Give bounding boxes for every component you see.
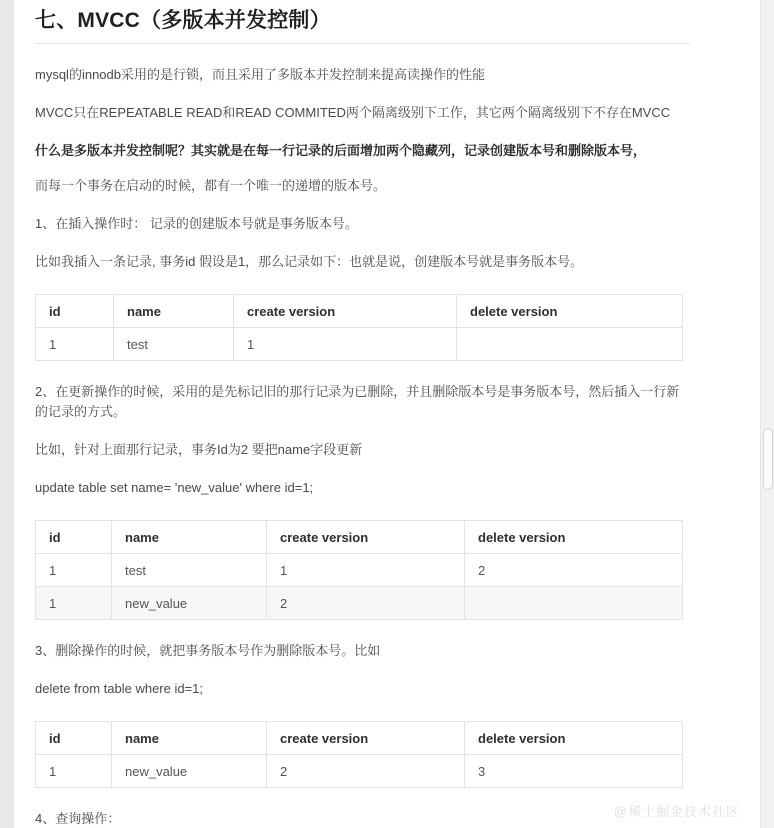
paragraph-step-1-example: 比如我插入一条记录, 事务id 假设是1，那么记录如下：也就是说，创建版本号就是事务版本号。 bbox=[35, 254, 584, 269]
cell-name: new_value bbox=[112, 587, 267, 620]
cell-name: test bbox=[112, 554, 267, 587]
paragraph-step-4: 4、查询操作： bbox=[35, 811, 121, 826]
paragraph-definition-cont: 而每一个事务在启动的时候，都有一个唯一的递增的版本号。 bbox=[35, 178, 387, 193]
table-row bbox=[36, 328, 683, 361]
paragraph-definition: 什么是多版本并发控制呢？其实就是在每一行记录的后面增加两个隐藏列，记录创建版本号和删除版本号， bbox=[35, 143, 647, 158]
column-header-delete-version: delete version bbox=[457, 295, 683, 328]
cell-create-version: 2 bbox=[267, 755, 465, 788]
table-header-row bbox=[36, 722, 683, 755]
column-header-id: id bbox=[36, 521, 112, 554]
column-header-create-version: create version bbox=[234, 295, 457, 328]
cell-name: test bbox=[114, 328, 234, 361]
table-header-row bbox=[36, 295, 683, 328]
column-header-name: name bbox=[112, 722, 267, 755]
document-content bbox=[14, 0, 760, 828]
cell-delete-version: 2 bbox=[465, 554, 683, 587]
cell-id: 1 bbox=[36, 554, 112, 587]
table-2-wrapper bbox=[14, 520, 760, 620]
paragraph-step-2: 2、在更新操作的时候，采用的是先标记旧的那行记录为已删除，并且删除版本号是事务版本号，然后插入一行新的记录的方式。 bbox=[35, 384, 680, 419]
page-title: 七、MVCC（多版本并发控制） bbox=[35, 9, 331, 32]
column-header-name: name bbox=[114, 295, 234, 328]
cell-delete-version bbox=[465, 587, 683, 620]
cell-delete-version: 3 bbox=[465, 755, 683, 788]
cell-create-version: 1 bbox=[267, 554, 465, 587]
vertical-scrollbar[interactable] bbox=[760, 0, 774, 828]
cell-delete-version bbox=[457, 328, 683, 361]
table-header-row bbox=[36, 521, 683, 554]
document-page bbox=[14, 0, 760, 828]
paragraph-intro-1: mysql的innodb采用的是行锁，而且采用了多版本并发控制来提高读操作的性能 bbox=[35, 67, 485, 82]
column-header-delete-version: delete version bbox=[465, 521, 683, 554]
paragraph-intro-2: MVCC只在REPEATABLE READ和READ COMMITED两个隔离级别下工作，其它两个隔离级别下不存在MVCC bbox=[35, 105, 671, 120]
cell-id: 1 bbox=[36, 328, 114, 361]
cell-id: 1 bbox=[36, 587, 112, 620]
scrollbar-thumb[interactable] bbox=[763, 428, 773, 490]
paragraph-step-3: 3、删除操作的时候，就把事务版本号作为删除版本号。比如 bbox=[35, 643, 381, 658]
column-header-create-version: create version bbox=[267, 722, 465, 755]
paragraph-update-sql: update table set name= 'new_value' where id=1; bbox=[35, 480, 314, 495]
cell-create-version: 1 bbox=[234, 328, 457, 361]
table-1-wrapper bbox=[14, 294, 760, 361]
column-header-id: id bbox=[36, 722, 112, 755]
column-header-name: name bbox=[112, 521, 267, 554]
table-row bbox=[36, 755, 683, 788]
insert-operation-table bbox=[35, 294, 683, 361]
paragraph-step-2-example: 比如，针对上面那行记录，事务Id为2 要把name字段更新 bbox=[35, 442, 363, 457]
delete-operation-table bbox=[35, 721, 683, 788]
table-row bbox=[36, 554, 683, 587]
update-operation-table bbox=[35, 520, 683, 620]
watermark: @稀土掘金技术社区 bbox=[613, 804, 740, 819]
paragraph-step-1: 1、在插入操作时： 记录的创建版本号就是事务版本号。 bbox=[35, 216, 358, 231]
column-header-create-version: create version bbox=[267, 521, 465, 554]
title-divider bbox=[35, 43, 690, 44]
left-gutter bbox=[0, 0, 14, 828]
table-3-wrapper bbox=[14, 721, 760, 788]
table-row bbox=[36, 587, 683, 620]
paragraph-delete-sql: delete from table where id=1; bbox=[35, 681, 204, 696]
column-header-delete-version: delete version bbox=[465, 722, 683, 755]
cell-name: new_value bbox=[112, 755, 267, 788]
column-header-id: id bbox=[36, 295, 114, 328]
cell-create-version: 2 bbox=[267, 587, 465, 620]
cell-id: 1 bbox=[36, 755, 112, 788]
